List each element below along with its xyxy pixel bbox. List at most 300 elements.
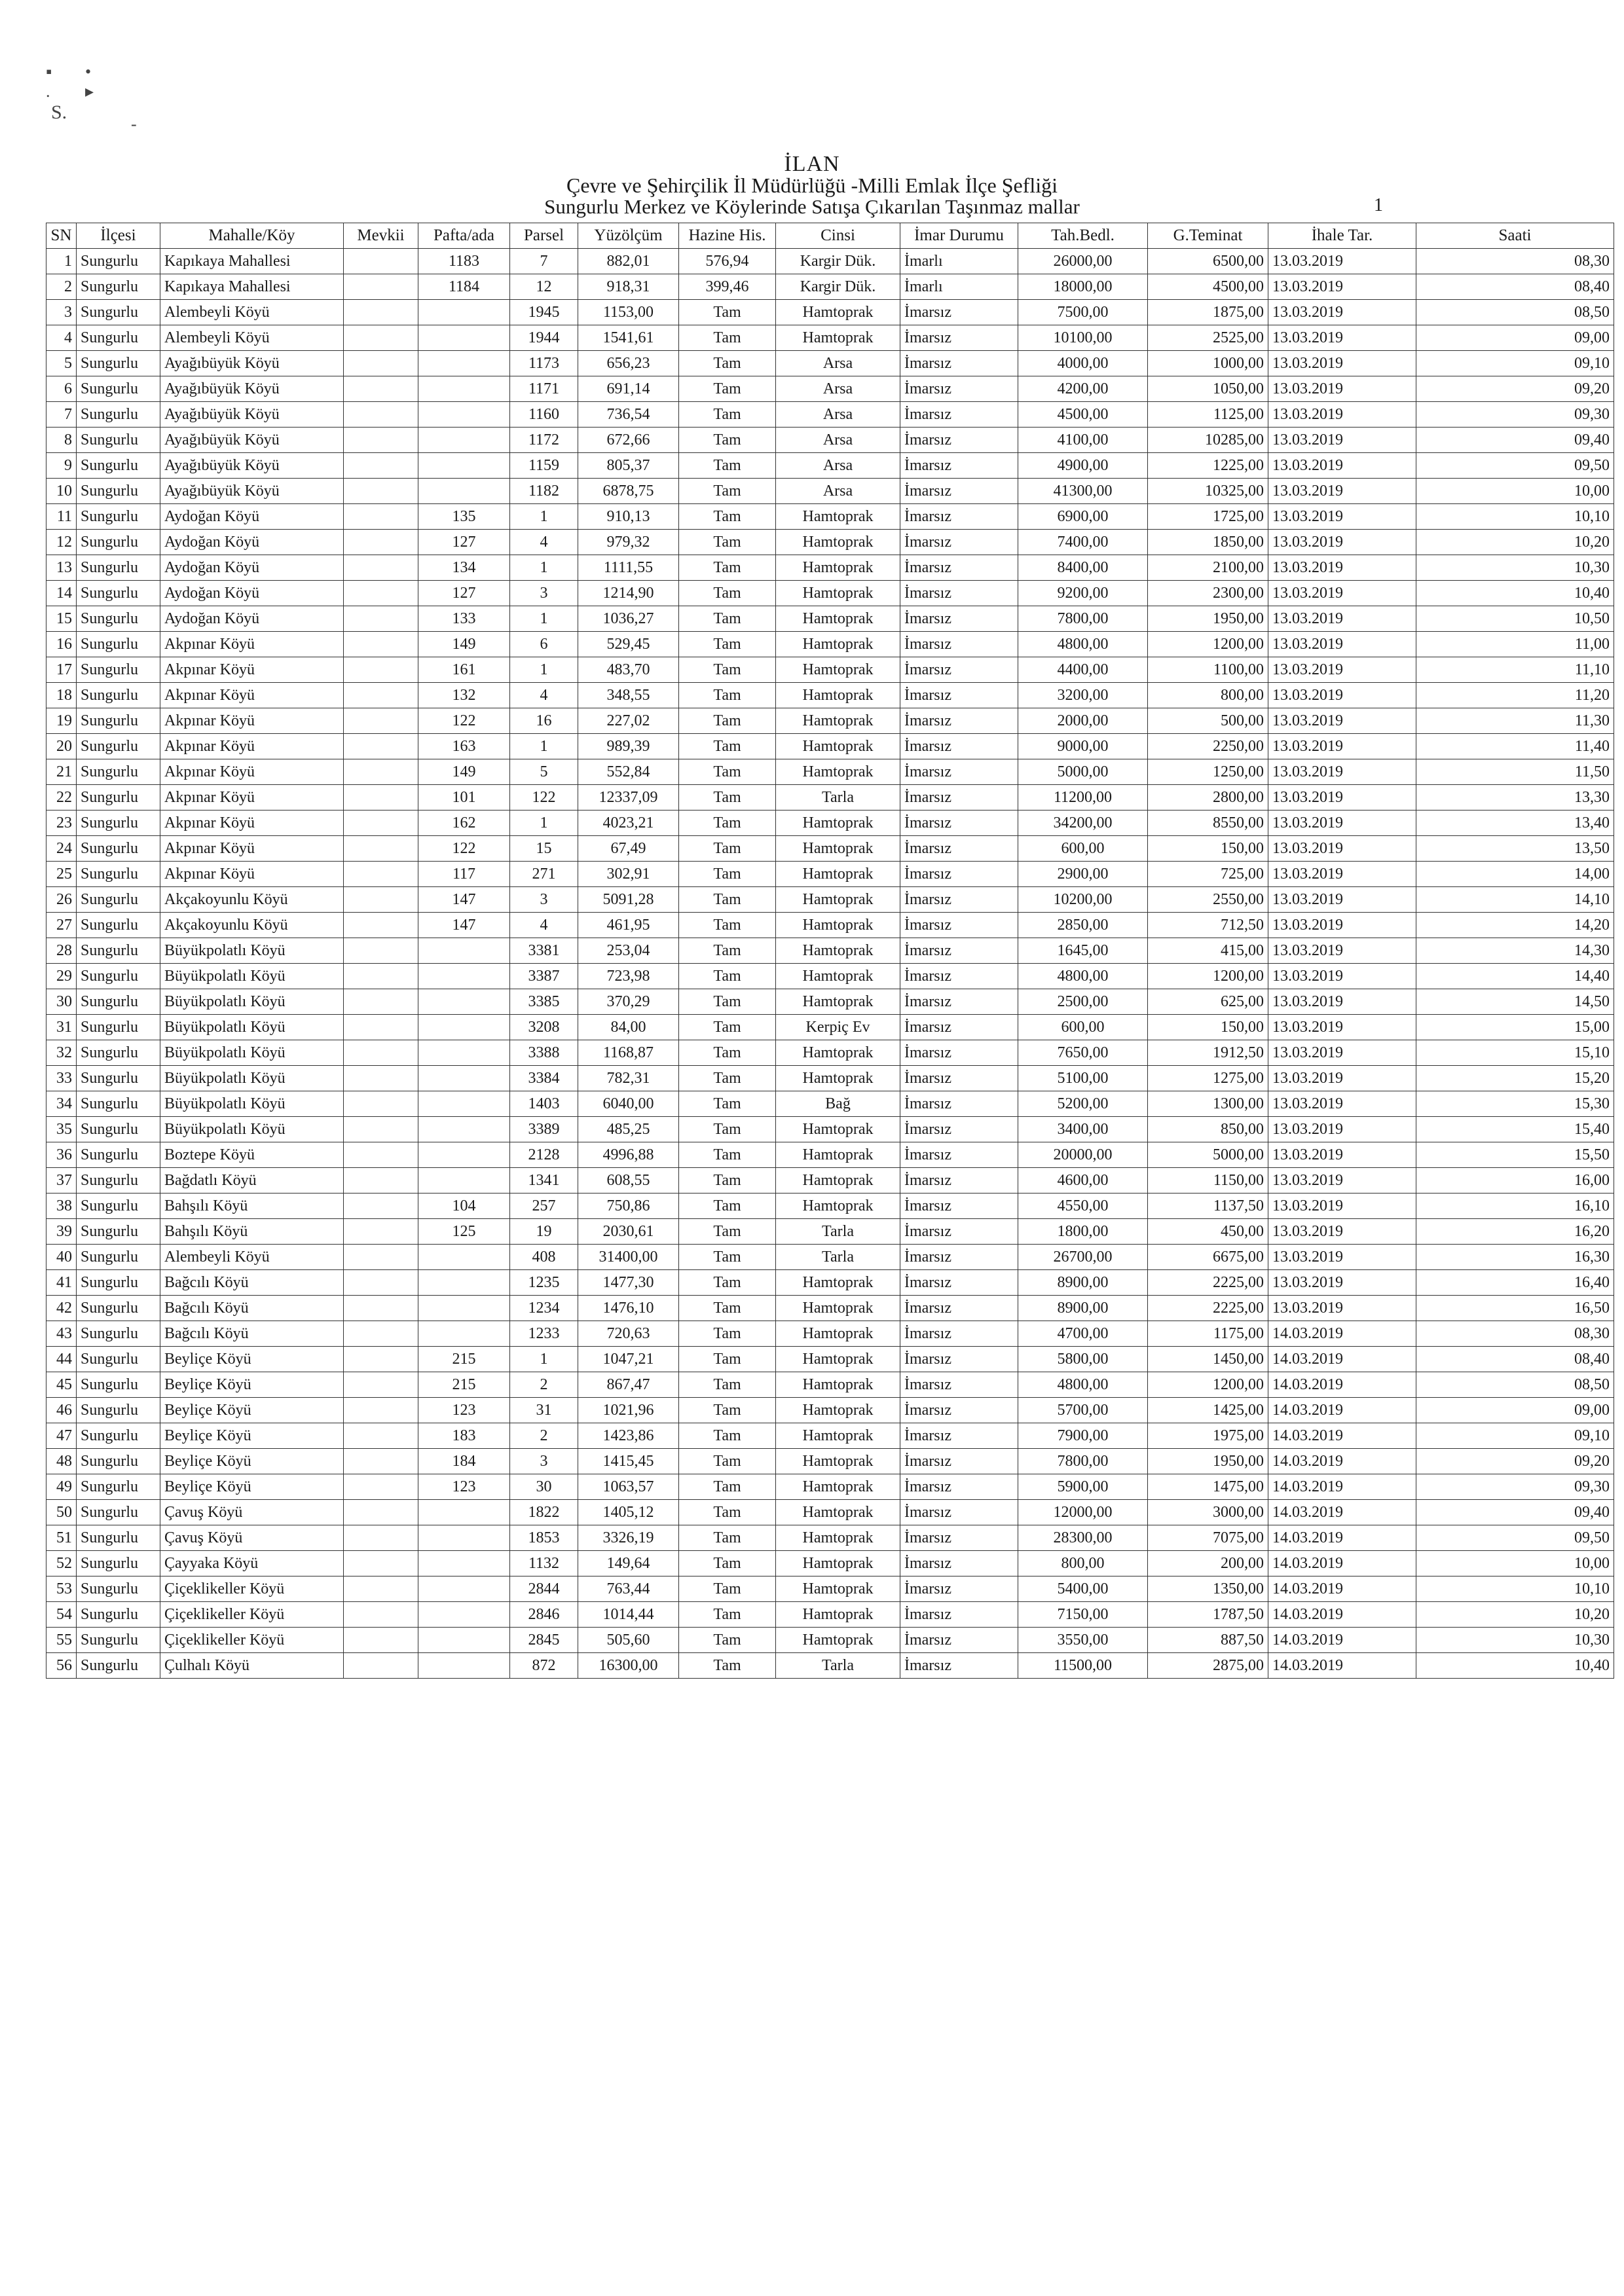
cell-type: Hamtoprak	[776, 811, 900, 836]
cell-zoning-status: İmarsız	[900, 1474, 1018, 1500]
cell-parcel: 3389	[510, 1117, 578, 1142]
column-header-treasury-share: Hazine His.	[679, 223, 776, 249]
cell-parcel: 1171	[510, 376, 578, 402]
cell-parcel: 30	[510, 1474, 578, 1500]
cell-guarantee: 1200,00	[1148, 1372, 1268, 1398]
cell-sheet-block: 104	[418, 1194, 510, 1219]
cell-sheet-block: 122	[418, 708, 510, 734]
cell-area: 1063,57	[578, 1474, 679, 1500]
cell-zoning-status: İmarsız	[900, 1142, 1018, 1168]
cell-guarantee: 1250,00	[1148, 759, 1268, 785]
cell-estimated-value: 2900,00	[1018, 862, 1148, 887]
cell-treasury-share: Tam	[679, 1219, 776, 1245]
cell-treasury-share: Tam	[679, 1091, 776, 1117]
cell-sn: 37	[46, 1168, 77, 1194]
table-row	[46, 836, 1614, 862]
cell-estimated-value: 26000,00	[1018, 249, 1148, 274]
cell-type: Hamtoprak	[776, 632, 900, 657]
cell-neighborhood: Beyliçe Köyü	[160, 1347, 344, 1372]
cell-estimated-value: 5200,00	[1018, 1091, 1148, 1117]
cell-locality	[344, 1628, 418, 1653]
cell-area: 552,84	[578, 759, 679, 785]
cell-district: Sungurlu	[77, 300, 160, 325]
table-row	[46, 1015, 1614, 1040]
cell-parcel: 1182	[510, 479, 578, 504]
cell-parcel: 1944	[510, 325, 578, 351]
cell-sheet-block	[418, 1015, 510, 1040]
cell-auction-date: 13.03.2019	[1268, 785, 1416, 811]
table-row	[46, 1500, 1614, 1525]
table-row	[46, 1168, 1614, 1194]
cell-zoning-status: İmarsız	[900, 989, 1018, 1015]
column-header-estimated-value: Tah.Bedl.	[1018, 223, 1148, 249]
table-row	[46, 887, 1614, 913]
cell-area: 1036,27	[578, 606, 679, 632]
cell-auction-time: 16,30	[1416, 1245, 1614, 1270]
cell-neighborhood: Ayağıbüyük Köyü	[160, 428, 344, 453]
cell-zoning-status: İmarsız	[900, 325, 1018, 351]
cell-sheet-block	[418, 1628, 510, 1653]
cell-estimated-value: 1800,00	[1018, 1219, 1148, 1245]
cell-type: Hamtoprak	[776, 862, 900, 887]
cell-zoning-status: İmarsız	[900, 1091, 1018, 1117]
cell-type: Arsa	[776, 351, 900, 376]
cell-locality	[344, 1602, 418, 1628]
cell-parcel: 1173	[510, 351, 578, 376]
cell-sn: 23	[46, 811, 77, 836]
cell-zoning-status: İmarsız	[900, 1525, 1018, 1551]
cell-sn: 17	[46, 657, 77, 683]
cell-auction-date: 13.03.2019	[1268, 249, 1416, 274]
cell-auction-date: 13.03.2019	[1268, 657, 1416, 683]
cell-sheet-block: 134	[418, 555, 510, 581]
cell-parcel: 3208	[510, 1015, 578, 1040]
table-row	[46, 913, 1614, 938]
table-row	[46, 1296, 1614, 1321]
cell-locality	[344, 1321, 418, 1347]
cell-estimated-value: 7800,00	[1018, 606, 1148, 632]
table-row	[46, 1219, 1614, 1245]
cell-estimated-value: 7900,00	[1018, 1423, 1148, 1449]
cell-sn: 46	[46, 1398, 77, 1423]
cell-type: Hamtoprak	[776, 1576, 900, 1602]
cell-sn: 52	[46, 1551, 77, 1576]
cell-sheet-block: 133	[418, 606, 510, 632]
cell-estimated-value: 3400,00	[1018, 1117, 1148, 1142]
cell-auction-time: 16,20	[1416, 1219, 1614, 1245]
cell-estimated-value: 5700,00	[1018, 1398, 1148, 1423]
cell-estimated-value: 28300,00	[1018, 1525, 1148, 1551]
cell-zoning-status: İmarsız	[900, 1551, 1018, 1576]
cell-zoning-status: İmarsız	[900, 862, 1018, 887]
cell-zoning-status: İmarsız	[900, 530, 1018, 555]
cell-area: 4996,88	[578, 1142, 679, 1168]
cell-neighborhood: Ayağıbüyük Köyü	[160, 402, 344, 428]
cell-zoning-status: İmarsız	[900, 938, 1018, 964]
cell-sheet-block: 184	[418, 1449, 510, 1474]
cell-guarantee: 10285,00	[1148, 428, 1268, 453]
cell-sheet-block	[418, 1551, 510, 1576]
cell-zoning-status: İmarsız	[900, 1296, 1018, 1321]
cell-sheet-block	[418, 1576, 510, 1602]
cell-treasury-share: Tam	[679, 402, 776, 428]
cell-sn: 33	[46, 1066, 77, 1091]
cell-district: Sungurlu	[77, 402, 160, 428]
cell-area: 6040,00	[578, 1091, 679, 1117]
cell-district: Sungurlu	[77, 1091, 160, 1117]
cell-zoning-status: İmarsız	[900, 453, 1018, 479]
cell-guarantee: 10325,00	[1148, 479, 1268, 504]
cell-district: Sungurlu	[77, 479, 160, 504]
cell-guarantee: 1200,00	[1148, 632, 1268, 657]
cell-zoning-status: İmarsız	[900, 836, 1018, 862]
cell-zoning-status: İmarsız	[900, 581, 1018, 606]
cell-sn: 42	[46, 1296, 77, 1321]
cell-sn: 49	[46, 1474, 77, 1500]
cell-sn: 26	[46, 887, 77, 913]
cell-area: 656,23	[578, 351, 679, 376]
cell-neighborhood: Bağcılı Köyü	[160, 1270, 344, 1296]
column-header-sheet-block: Pafta/ada	[418, 223, 510, 249]
cell-estimated-value: 7400,00	[1018, 530, 1148, 555]
table-row	[46, 1372, 1614, 1398]
cell-sn: 34	[46, 1091, 77, 1117]
cell-estimated-value: 5900,00	[1018, 1474, 1148, 1500]
table-row	[46, 1270, 1614, 1296]
cell-district: Sungurlu	[77, 1551, 160, 1576]
table-row	[46, 1321, 1614, 1347]
cell-treasury-share: Tam	[679, 1066, 776, 1091]
cell-zoning-status: İmarsız	[900, 1347, 1018, 1372]
cell-locality	[344, 428, 418, 453]
cell-auction-time: 10,00	[1416, 1551, 1614, 1576]
table-row	[46, 1347, 1614, 1372]
table-row	[46, 734, 1614, 759]
cell-locality	[344, 913, 418, 938]
cell-auction-time: 16,00	[1416, 1168, 1614, 1194]
cell-district: Sungurlu	[77, 1245, 160, 1270]
table-row	[46, 1142, 1614, 1168]
cell-estimated-value: 6900,00	[1018, 504, 1148, 530]
cell-type: Hamtoprak	[776, 1142, 900, 1168]
cell-parcel: 19	[510, 1219, 578, 1245]
cell-locality	[344, 1347, 418, 1372]
cell-sn: 30	[46, 989, 77, 1015]
cell-sheet-block: 135	[418, 504, 510, 530]
cell-estimated-value: 2000,00	[1018, 708, 1148, 734]
cell-parcel: 1	[510, 1347, 578, 1372]
cell-parcel: 2845	[510, 1628, 578, 1653]
cell-sheet-block	[418, 479, 510, 504]
cell-sn: 16	[46, 632, 77, 657]
cell-sn: 25	[46, 862, 77, 887]
cell-auction-date: 13.03.2019	[1268, 402, 1416, 428]
cell-area: 882,01	[578, 249, 679, 274]
cell-neighborhood: Çavuş Köyü	[160, 1500, 344, 1525]
cell-auction-time: 09,50	[1416, 453, 1614, 479]
table-row	[46, 632, 1614, 657]
cell-sn: 1	[46, 249, 77, 274]
cell-sheet-block	[418, 1321, 510, 1347]
column-header-sn: SN	[46, 223, 77, 249]
cell-neighborhood: Akpınar Köyü	[160, 708, 344, 734]
cell-guarantee: 1225,00	[1148, 453, 1268, 479]
cell-auction-time: 09,10	[1416, 1423, 1614, 1449]
cell-locality	[344, 1168, 418, 1194]
cell-parcel: 5	[510, 759, 578, 785]
cell-parcel: 1	[510, 606, 578, 632]
column-header-auction-time: Saati	[1416, 223, 1614, 249]
cell-type: Hamtoprak	[776, 581, 900, 606]
cell-auction-date: 14.03.2019	[1268, 1653, 1416, 1679]
cell-area: 736,54	[578, 402, 679, 428]
cell-auction-time: 15,20	[1416, 1066, 1614, 1091]
cell-guarantee: 1850,00	[1148, 530, 1268, 555]
cell-type: Arsa	[776, 453, 900, 479]
cell-estimated-value: 2850,00	[1018, 913, 1148, 938]
cell-locality	[344, 1474, 418, 1500]
cell-zoning-status: İmarsız	[900, 351, 1018, 376]
cell-zoning-status: İmarsız	[900, 555, 1018, 581]
cell-sn: 4	[46, 325, 77, 351]
table-row	[46, 249, 1614, 274]
cell-area: 348,55	[578, 683, 679, 708]
property-table	[46, 223, 1614, 1679]
cell-parcel: 3385	[510, 989, 578, 1015]
cell-auction-date: 13.03.2019	[1268, 300, 1416, 325]
cell-parcel: 1	[510, 811, 578, 836]
cell-sn: 8	[46, 428, 77, 453]
table-row	[46, 759, 1614, 785]
column-header-locality: Mevkii	[344, 223, 418, 249]
cell-type: Tarla	[776, 1219, 900, 1245]
page-number: 1	[1374, 195, 1383, 215]
cell-sn: 9	[46, 453, 77, 479]
cell-locality	[344, 708, 418, 734]
cell-parcel: 1	[510, 555, 578, 581]
cell-auction-time: 10,40	[1416, 1653, 1614, 1679]
cell-treasury-share: Tam	[679, 1449, 776, 1474]
cell-treasury-share: Tam	[679, 1423, 776, 1449]
cell-parcel: 122	[510, 785, 578, 811]
cell-zoning-status: İmarsız	[900, 1219, 1018, 1245]
cell-parcel: 1403	[510, 1091, 578, 1117]
cell-auction-time: 16,10	[1416, 1194, 1614, 1219]
cell-sheet-block: 123	[418, 1398, 510, 1423]
table-row	[46, 1040, 1614, 1066]
cell-treasury-share: Tam	[679, 836, 776, 862]
cell-guarantee: 2225,00	[1148, 1296, 1268, 1321]
cell-treasury-share: Tam	[679, 708, 776, 734]
cell-auction-date: 13.03.2019	[1268, 708, 1416, 734]
cell-guarantee: 450,00	[1148, 1219, 1268, 1245]
cell-auction-date: 13.03.2019	[1268, 325, 1416, 351]
cell-auction-date: 13.03.2019	[1268, 428, 1416, 453]
cell-locality	[344, 376, 418, 402]
cell-parcel: 2	[510, 1423, 578, 1449]
cell-locality	[344, 836, 418, 862]
cell-neighborhood: Bağcılı Köyü	[160, 1321, 344, 1347]
cell-estimated-value: 34200,00	[1018, 811, 1148, 836]
cell-locality	[344, 453, 418, 479]
cell-zoning-status: İmarsız	[900, 1117, 1018, 1142]
cell-parcel: 4	[510, 683, 578, 708]
cell-area: 979,32	[578, 530, 679, 555]
cell-sheet-block: 127	[418, 581, 510, 606]
cell-estimated-value: 4800,00	[1018, 1372, 1148, 1398]
cell-locality	[344, 1015, 418, 1040]
cell-area: 1476,10	[578, 1296, 679, 1321]
cell-guarantee: 1300,00	[1148, 1091, 1268, 1117]
cell-sn: 50	[46, 1500, 77, 1525]
cell-area: 918,31	[578, 274, 679, 300]
cell-district: Sungurlu	[77, 811, 160, 836]
cell-guarantee: 1350,00	[1148, 1576, 1268, 1602]
table-row	[46, 1091, 1614, 1117]
cell-guarantee: 1787,50	[1148, 1602, 1268, 1628]
cell-guarantee: 1125,00	[1148, 402, 1268, 428]
cell-neighborhood: Akpınar Köyü	[160, 785, 344, 811]
cell-auction-time: 14,20	[1416, 913, 1614, 938]
cell-auction-date: 13.03.2019	[1268, 479, 1416, 504]
cell-guarantee: 6500,00	[1148, 249, 1268, 274]
cell-sn: 56	[46, 1653, 77, 1679]
cell-locality	[344, 964, 418, 989]
cell-locality	[344, 325, 418, 351]
cell-locality	[344, 683, 418, 708]
table-row	[46, 1628, 1614, 1653]
cell-parcel: 4	[510, 530, 578, 555]
cell-parcel: 7	[510, 249, 578, 274]
cell-auction-time: 11,50	[1416, 759, 1614, 785]
cell-area: 370,29	[578, 989, 679, 1015]
cell-area: 16300,00	[578, 1653, 679, 1679]
cell-auction-time: 09,10	[1416, 351, 1614, 376]
cell-parcel: 2844	[510, 1576, 578, 1602]
cell-type: Hamtoprak	[776, 683, 900, 708]
document-subtitle: Çevre ve Şehirçilik İl Müdürlüğü -Milli Emlak İlçe Şefliği	[566, 173, 1058, 197]
cell-treasury-share: Tam	[679, 1474, 776, 1500]
cell-neighborhood: Beyliçe Köyü	[160, 1449, 344, 1474]
cell-zoning-status: İmarsız	[900, 1040, 1018, 1066]
table-row	[46, 1449, 1614, 1474]
table-row	[46, 964, 1614, 989]
cell-sheet-block	[418, 964, 510, 989]
cell-treasury-share: Tam	[679, 938, 776, 964]
cell-neighborhood: Çavuş Köyü	[160, 1525, 344, 1551]
cell-estimated-value: 7800,00	[1018, 1449, 1148, 1474]
cell-zoning-status: İmarsız	[900, 402, 1018, 428]
cell-treasury-share: Tam	[679, 1270, 776, 1296]
cell-estimated-value: 8900,00	[1018, 1270, 1148, 1296]
cell-treasury-share: Tam	[679, 606, 776, 632]
cell-sheet-block: 161	[418, 657, 510, 683]
cell-type: Hamtoprak	[776, 1551, 900, 1576]
cell-guarantee: 1100,00	[1148, 657, 1268, 683]
cell-parcel: 1160	[510, 402, 578, 428]
cell-type: Hamtoprak	[776, 887, 900, 913]
table-row	[46, 428, 1614, 453]
table-row	[46, 1576, 1614, 1602]
cell-auction-date: 14.03.2019	[1268, 1525, 1416, 1551]
cell-neighborhood: Akpınar Köyü	[160, 632, 344, 657]
cell-area: 805,37	[578, 453, 679, 479]
cell-zoning-status: İmarsız	[900, 504, 1018, 530]
cell-zoning-status: İmarsız	[900, 683, 1018, 708]
cell-district: Sungurlu	[77, 1347, 160, 1372]
cell-area: 529,45	[578, 632, 679, 657]
cell-locality	[344, 1142, 418, 1168]
cell-estimated-value: 4200,00	[1018, 376, 1148, 402]
cell-district: Sungurlu	[77, 325, 160, 351]
cell-area: 4023,21	[578, 811, 679, 836]
cell-auction-date: 13.03.2019	[1268, 1270, 1416, 1296]
cell-auction-date: 13.03.2019	[1268, 606, 1416, 632]
cell-district: Sungurlu	[77, 759, 160, 785]
cell-district: Sungurlu	[77, 989, 160, 1015]
cell-parcel: 16	[510, 708, 578, 734]
cell-estimated-value: 10200,00	[1018, 887, 1148, 913]
cell-locality	[344, 1219, 418, 1245]
cell-locality	[344, 555, 418, 581]
cell-type: Kerpiç Ev	[776, 1015, 900, 1040]
cell-sn: 54	[46, 1602, 77, 1628]
cell-district: Sungurlu	[77, 1423, 160, 1449]
cell-sheet-block: 162	[418, 811, 510, 836]
cell-area: 227,02	[578, 708, 679, 734]
cell-neighborhood: Bahşılı Köyü	[160, 1219, 344, 1245]
cell-guarantee: 1425,00	[1148, 1398, 1268, 1423]
cell-zoning-status: İmarsız	[900, 1321, 1018, 1347]
cell-locality	[344, 1296, 418, 1321]
scan-mark: S.	[51, 101, 67, 123]
cell-zoning-status: İmarsız	[900, 1270, 1018, 1296]
table-row	[46, 657, 1614, 683]
cell-auction-date: 13.03.2019	[1268, 504, 1416, 530]
column-header-auction-date: İhale Tar.	[1268, 223, 1416, 249]
cell-parcel: 15	[510, 836, 578, 862]
cell-area: 691,14	[578, 376, 679, 402]
cell-sheet-block	[418, 1500, 510, 1525]
cell-auction-date: 13.03.2019	[1268, 887, 1416, 913]
cell-neighborhood: Beyliçe Köyü	[160, 1398, 344, 1423]
cell-treasury-share: Tam	[679, 862, 776, 887]
cell-district: Sungurlu	[77, 555, 160, 581]
cell-auction-date: 14.03.2019	[1268, 1551, 1416, 1576]
cell-treasury-share: Tam	[679, 581, 776, 606]
table-row	[46, 683, 1614, 708]
table-row	[46, 351, 1614, 376]
cell-auction-time: 13,50	[1416, 836, 1614, 862]
table-row	[46, 530, 1614, 555]
cell-neighborhood: Büyükpolatlı Köyü	[160, 1015, 344, 1040]
cell-treasury-share: Tam	[679, 989, 776, 1015]
cell-neighborhood: Aydoğan Köyü	[160, 555, 344, 581]
cell-treasury-share: Tam	[679, 1653, 776, 1679]
cell-guarantee: 725,00	[1148, 862, 1268, 887]
cell-type: Hamtoprak	[776, 530, 900, 555]
cell-sn: 10	[46, 479, 77, 504]
cell-locality	[344, 1066, 418, 1091]
cell-district: Sungurlu	[77, 657, 160, 683]
cell-auction-date: 14.03.2019	[1268, 1500, 1416, 1525]
table-row	[46, 1194, 1614, 1219]
cell-auction-date: 13.03.2019	[1268, 1142, 1416, 1168]
cell-estimated-value: 5000,00	[1018, 759, 1148, 785]
cell-area: 6878,75	[578, 479, 679, 504]
cell-neighborhood: Akpınar Köyü	[160, 683, 344, 708]
cell-estimated-value: 20000,00	[1018, 1142, 1148, 1168]
